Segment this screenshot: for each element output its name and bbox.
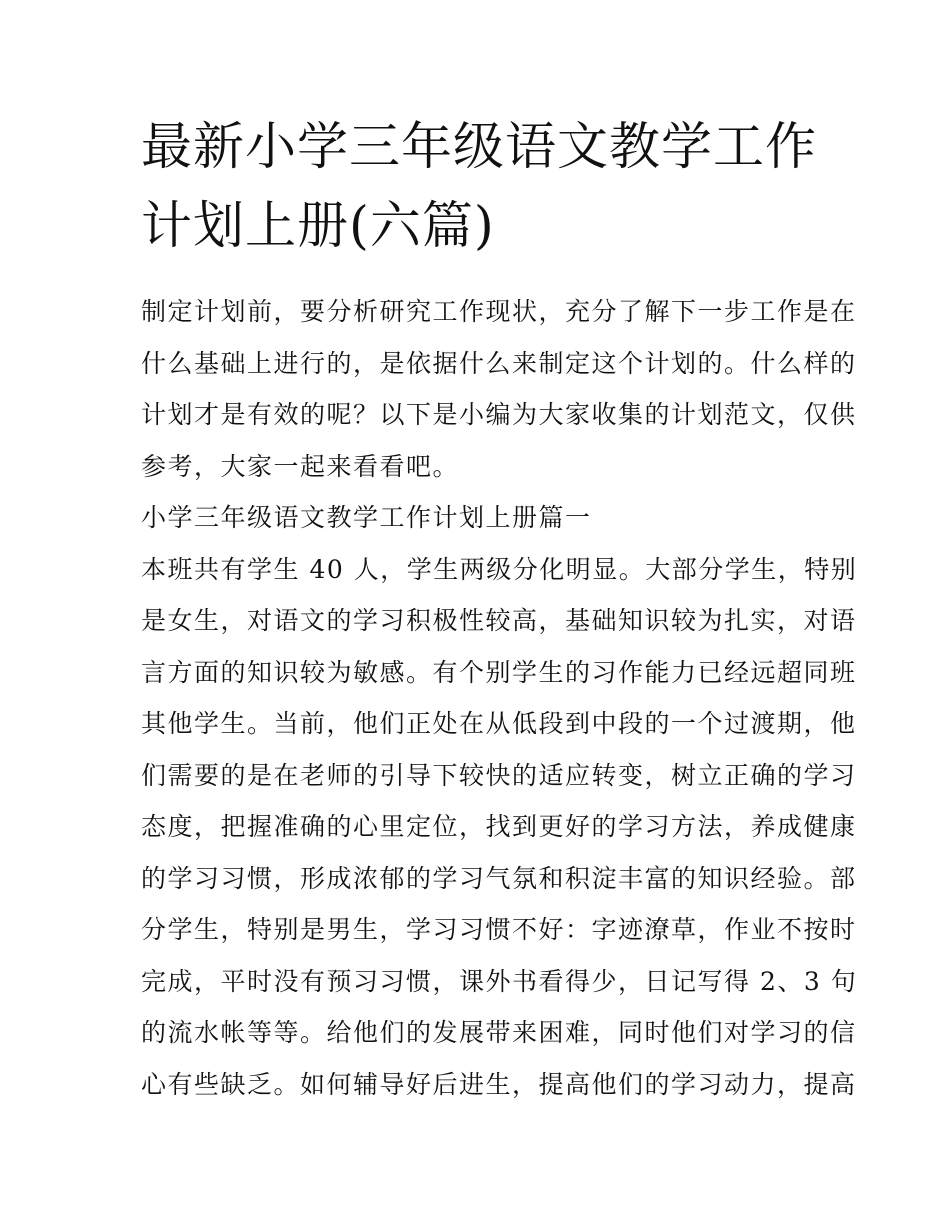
body-line-6: 态度，把握准确的心里定位，找到更好的学习方法，养成健康 [141,812,857,841]
intro-line-2: 什么基础上进行的，是依据什么来制定这个计划的。什么样的 [141,348,857,378]
document-title [141,108,818,266]
body-line-4: 其他学生。当前，他们正处在从低段到中段的一个过渡期，他 [141,709,857,738]
body-line-5: 们需要的是在老师的引导下较快的适应转变，树立正确的学习 [141,760,857,790]
document-content [141,108,858,1110]
body-line-9: 完成，平时没有预习习惯，课外书看得少，日记写得 2、3 句 [141,966,858,996]
body-line-3: 言方面的知识较为敏感。有个别学生的习作能力已经远超同班 [141,657,857,687]
section-heading-text: 小学三年级语文教学工作计划上册篇一 [141,503,592,532]
body-line-2: 是女生，对语文的学习积极性较高，基础知识较为扎实，对语 [141,606,857,635]
section-heading [141,492,813,544]
body-line-8: 分学生，特别是男生，学习习惯不好：字迹潦草，作业不按时 [141,915,857,944]
body-line-10: 的流水帐等等。给他们的发展带来困难，同时他们对学习的信 [141,1018,857,1047]
intro-line-4: 参考，大家一起来看看吧。 [141,451,460,481]
intro-line-3: 计划才是有效的呢？以下是小编为大家收集的计划范文，仅供 [141,400,857,429]
body-line-7: 的学习习惯，形成浓郁的学习气氛和积淀丰富的知识经验。部 [141,863,857,893]
intro-paragraph [141,286,857,492]
body-paragraph [141,544,858,1111]
body-line-11: 心有些缺乏。如何辅导好后进生，提高他们的学习动力，提高 [141,1069,857,1099]
intro-line-1: 制定计划前，要分析研究工作现状，充分了解下一步工作是在 [141,297,857,326]
title-line-2: 计划上册(六篇) [141,197,495,256]
title-line-1: 最新小学三年级语文教学工作 [141,118,818,177]
body-line-1: 本班共有学生 40 人，学生两级分化明显。大部分学生，特别 [141,554,858,584]
